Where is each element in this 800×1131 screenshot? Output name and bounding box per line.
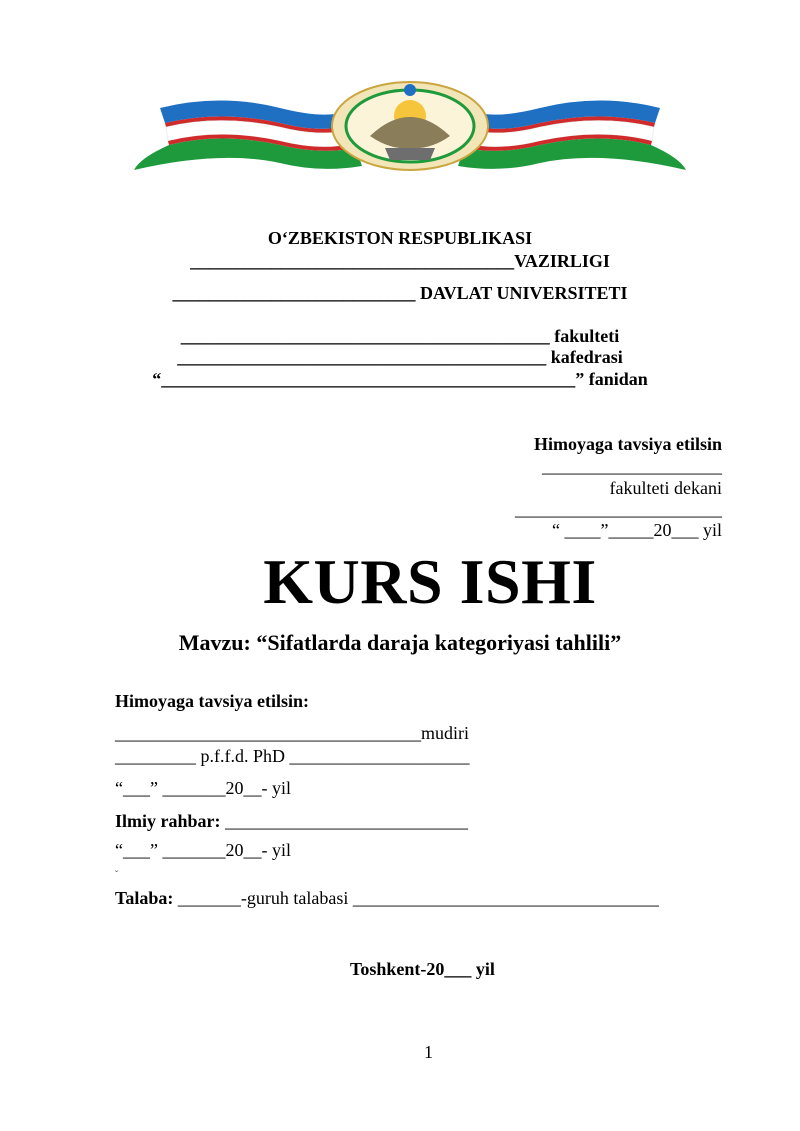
approval-right-signature-line: ____________________ (542, 456, 722, 476)
document-title: KURS ISHI (263, 546, 597, 617)
degree-line: _________ p.f.f.d. PhD ____________________ (115, 746, 470, 766)
state-emblem-banner-image (130, 78, 690, 178)
approval-right-heading: Himoyaga tavsiya etilsin (534, 434, 722, 454)
student-label: Talaba: (115, 888, 174, 908)
coat-of-arms-icon (332, 82, 488, 170)
supervisor-row (115, 811, 468, 832)
university-line: ___________________________ DAVLAT UNIVERSITETI (172, 283, 628, 303)
page-number: 1 (424, 1042, 433, 1062)
city-year: Toshkent-20___ yil (350, 959, 495, 979)
faculty-line: _________________________________________ fakulteti (180, 326, 620, 346)
supervisor-line: ___________________________ (220, 811, 468, 831)
subject-line: Mavzu: “Sifatlarda daraja kategoriyasi tahlili” (178, 630, 622, 655)
approval-right-date: “ ____”_____20___ yil (552, 520, 722, 540)
country-heading: O‘ZBEKISTON RESPUBLIKASI (267, 228, 533, 248)
left-flag-icon (134, 101, 362, 171)
course-line: “______________________________________________” fanidan (152, 369, 648, 389)
ministry-line: ____________________________________VAZIRLIGI (190, 251, 610, 271)
right-flag-icon (458, 101, 686, 171)
department-head-line: __________________________________mudiri (115, 723, 469, 743)
student-row (115, 888, 659, 909)
department-line: _________________________________________ kafedrasi (177, 347, 623, 367)
supervisor-label: Ilmiy rahbar: (115, 811, 221, 831)
student-line: _______-guruh talabasi __________________________________ (173, 888, 659, 908)
approval-right-name-line: _______________________ (515, 499, 722, 519)
approval-left-heading: Himoyaga tavsiya etilsin: (115, 691, 309, 711)
stray-mark: ˘ (115, 869, 118, 879)
approval-date-2: “___” _______20__- yil (115, 840, 291, 860)
dean-label: fakulteti dekani (609, 478, 722, 498)
approval-date-1: “___” _______20__- yil (115, 778, 291, 798)
